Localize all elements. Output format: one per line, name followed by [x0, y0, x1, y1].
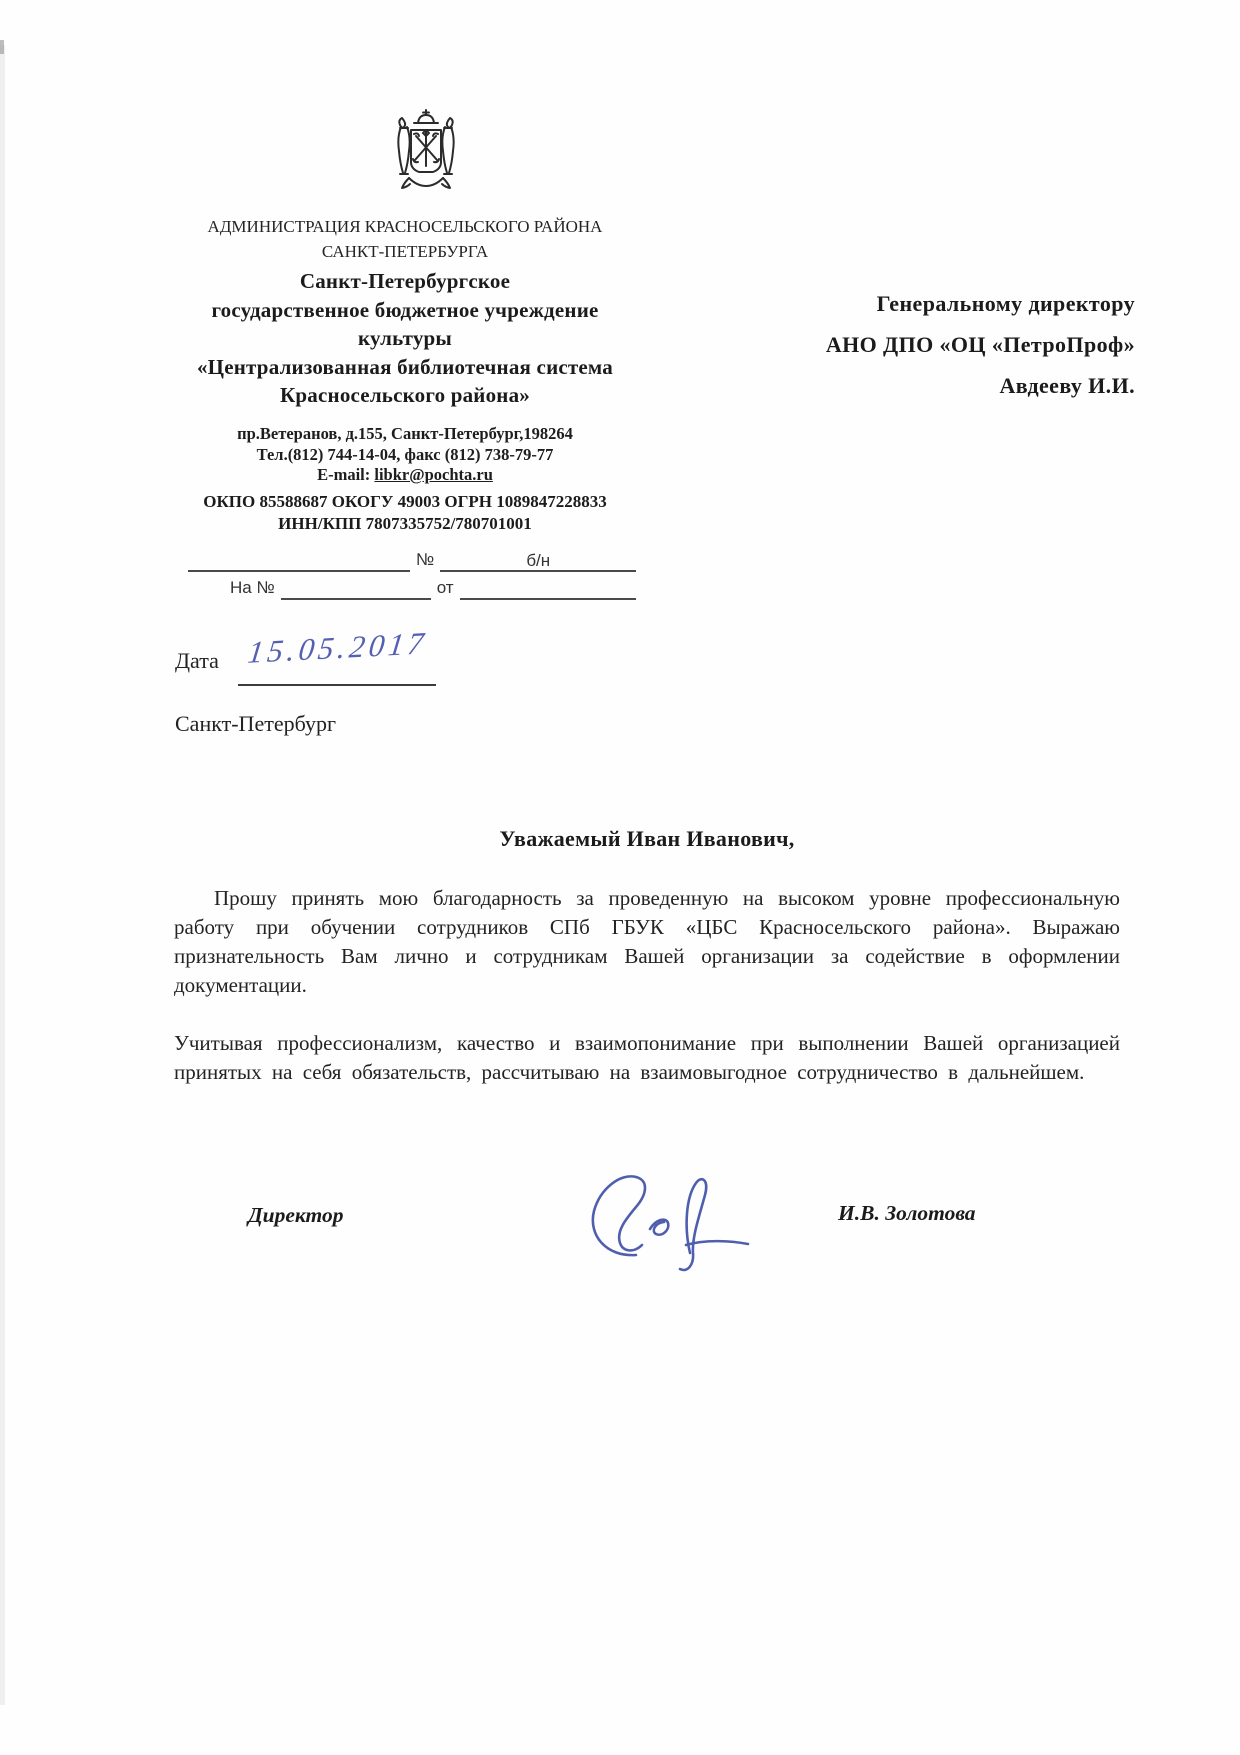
org-name-line: «Централизованная библиотечная система	[196, 354, 613, 379]
organization-codes	[150, 491, 660, 534]
org-name-line: Санкт-Петербургское	[299, 269, 511, 293]
date-underline	[238, 684, 436, 686]
body-paragraph-2: Учитывая профессионализм, качество и взаимопонимание при выполнении Вашей организацией принятых на себя обязательств, рассчитываю на взаимовыгодное сотрудничество в дальнейшем.	[174, 1031, 1120, 1084]
handwritten-date: 15.05.2017	[246, 625, 430, 670]
ref-underline	[281, 578, 431, 600]
addressee-title: Генеральному директору	[876, 291, 1135, 316]
org-codes-line2: ИНН/КПП 7807335752/780701001	[278, 513, 532, 533]
ref-reply-row	[188, 576, 640, 602]
scan-edge-artifact	[0, 45, 5, 1705]
email-link: libkr@pochta.ru	[374, 465, 493, 484]
salutation: Уважаемый Иван Иванович,	[499, 826, 795, 851]
spb-coat-of-arms-icon	[381, 106, 471, 198]
org-email-line	[150, 465, 660, 486]
ref-number-row	[188, 548, 640, 574]
ref-underline	[440, 550, 636, 572]
org-codes-line1: ОКПО 85588687 ОКОГУ 49003 ОГРН 1089847228833	[203, 492, 607, 511]
scan-edge-speck	[0, 40, 4, 54]
org-name-line: государственное бюджетное учреждение	[211, 297, 599, 322]
org-name-line: Красносельского района»	[280, 383, 530, 407]
org-name-line: культуры	[357, 326, 453, 350]
admin-header-line1: АДМИНИСТРАЦИЯ КРАСНОСЕЛЬСКОГО РАЙОНА	[207, 217, 603, 236]
addressee-person: Авдееву И.И.	[999, 373, 1135, 398]
ref-underline	[460, 578, 636, 600]
organization-contacts	[150, 424, 660, 486]
ref-from-label: от	[436, 578, 454, 597]
ref-number-label: №	[416, 550, 435, 569]
city-label: Санкт-Петербург	[175, 711, 336, 736]
admin-header-line2: САНКТ-ПЕТЕРБУРГА	[321, 242, 489, 261]
signature-position: Директор	[248, 1203, 344, 1227]
addressee-organization: АНО ДПО «ОЦ «ПетроПроф»	[825, 332, 1135, 357]
org-phone-fax: Тел.(812) 744-14-04, факс (812) 738-79-77	[256, 444, 554, 464]
email-label: E-mail:	[317, 465, 371, 484]
admin-header	[150, 214, 660, 264]
organization-name	[150, 267, 660, 410]
ref-underline	[188, 550, 410, 572]
reference-block	[188, 548, 640, 602]
handwritten-signature-icon	[572, 1165, 762, 1283]
addressee-block	[660, 283, 1135, 406]
date-label: Дата	[175, 648, 219, 673]
ref-reply-label: На №	[230, 578, 275, 597]
org-address: пр.Ветеранов, д.155, Санкт-Петербург,198264	[237, 424, 573, 443]
body-paragraph-1: Прошу принять мою благодарность за проведенную на высоком уровне профессиональную работу при обучении сотрудников СПб ГБУК «ЦБС Красносельского района». Выражаю признательность Вам лично и сотрудникам Вашей организации за содействие в оформлении документации.	[174, 886, 1120, 997]
ref-number-value: б/н	[526, 551, 551, 570]
signature-name: И.В. Золотова	[838, 1201, 976, 1225]
